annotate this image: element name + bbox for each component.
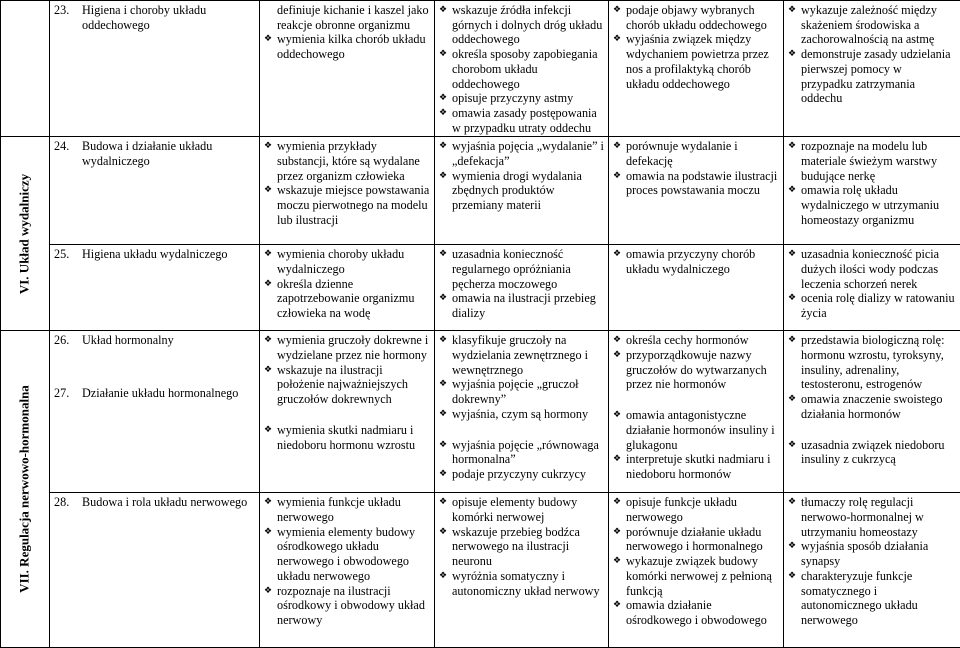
requirements-cell-c3 (609, 245, 784, 331)
criteria-list (788, 139, 956, 227)
criteria-item: ❖ podaje objawy wybranych chorób układu oddechowego (613, 3, 779, 32)
topic-title: Higiena układu wydalniczego (82, 247, 255, 262)
section-label-cell (1, 331, 50, 648)
requirements-cell-c4 (784, 493, 960, 648)
topic-number: 25. (54, 247, 82, 262)
criteria-item: ❖ przyporządkowuje nazwy gruczołów do wytwarzanych przez nie hormonów (613, 348, 779, 392)
topic (54, 3, 255, 32)
criteria-item: ❖ uzasadnia konieczność regularnego opróżniania pęcherza moczowego (439, 247, 604, 291)
criteria-list (439, 333, 604, 421)
criteria-item: ❖ wskazuje przebieg bodźca nerwowego na ilustracji neuronu (439, 525, 604, 569)
criteria-list (264, 495, 430, 627)
requirements-cell-c1 (260, 245, 435, 331)
criteria-item: ❖ omawia zasady postępowania w przypadku utraty oddechu (439, 106, 604, 135)
criteria-list (439, 495, 604, 598)
criteria-item: ❖ wskazuje na ilustracji położenie najważniejszych gruczołów dokrewnych (264, 363, 430, 407)
criteria-item: ❖ wymienia choroby układu wydalniczego (264, 247, 430, 276)
criteria-item: ❖ porównuje wydalanie i defekację (613, 139, 779, 168)
section-label-cell (1, 137, 50, 331)
topic-cell (50, 331, 260, 493)
requirements-cell-c3 (609, 137, 784, 245)
criteria-item: ❖ wyjaśnia sposób działania synapsy (788, 539, 956, 568)
requirements-cell-c3 (609, 493, 784, 648)
criteria-item: ❖ porównuje działanie układu nerwowego i hormonalnego (613, 525, 779, 554)
criteria-item: ❖ wymienia przykłady substancji, które są wydalane przez organizm człowieka (264, 139, 430, 183)
criteria-item: ❖ interpretuje skutki nadmiaru i niedoboru hormonów (613, 452, 779, 481)
topic (54, 333, 255, 348)
criteria-item: ❖ omawia na podstawie ilustracji proces powstawania moczu (613, 169, 779, 198)
criteria-list (613, 3, 779, 91)
topic-title: Budowa i rola układu nerwowego (82, 495, 255, 510)
topic (54, 247, 255, 262)
criteria-item: ❖ opisuje elementy budowy komórki nerwowej (439, 495, 604, 524)
criteria-item: ❖ określa sposoby zapobiegania chorobom układu oddechowego (439, 47, 604, 91)
criteria-item: ❖ omawia na ilustracji przebieg dializy (439, 291, 604, 320)
requirements-cell-c2 (435, 137, 609, 245)
criteria-item: ❖ ocenia rolę dializy w ratowaniu życia (788, 291, 956, 320)
topic-cell (50, 245, 260, 331)
criteria-item: ❖ opisuje przyczyny astmy (439, 91, 604, 106)
criteria-list (788, 247, 956, 321)
criteria-list (439, 438, 604, 482)
requirements-cell-c1 (260, 331, 435, 493)
table-row (1, 245, 960, 331)
requirements-cell-c2 (435, 1, 609, 137)
requirements-cell-c3 (609, 1, 784, 137)
criteria-item: ❖ uzasadnia konieczność picia dużych ilości wody podczas leczenia schorzeń nerek (788, 247, 956, 291)
requirements-cell-c4 (784, 245, 960, 331)
topic-number: 26. (54, 333, 82, 348)
criteria-list (788, 3, 956, 106)
criteria-item: ❖ określa cechy hormonów (613, 333, 779, 348)
requirements-cell-c4 (784, 1, 960, 137)
criteria-list (264, 32, 430, 61)
criteria-item: ❖ klasyfikuje gruczoły na wydzielania zewnętrznego i wewnętrznego (439, 333, 604, 377)
criteria-item: ❖ wyjaśnia pojęcie „gruczoł dokrewny” (439, 377, 604, 406)
criteria-item: ❖ charakteryzuje funkcje somatycznego i autonomicznego układu nerwowego (788, 569, 956, 628)
criteria-item: ❖ wskazuje źródła infekcji górnych i dolnych dróg układu oddechowego (439, 3, 604, 47)
criteria-item: ❖ demonstruje zasady udzielania pierwszej pomocy w przypadku zatrzymania oddechu (788, 47, 956, 106)
section-label: VI. Układ wydalniczy (18, 174, 33, 294)
criteria-list (613, 139, 779, 198)
criteria-item: ❖ wykazuje zależność między skażeniem środowiska a zachorowalnością na astmę (788, 3, 956, 47)
criteria-item: ❖ wykazuje związek budowy komórki nerwowej z pełnioną funkcją (613, 554, 779, 598)
criteria-list (264, 139, 430, 227)
criteria-item: ❖ omawia rolę układu wydalniczego w utrzymaniu homeostazy organizmu (788, 183, 956, 227)
criteria-item: ❖ wymienia skutki nadmiaru i niedoboru hormonu wzrostu (264, 423, 430, 452)
criteria-item: ❖ opisuje funkcje układu nerwowego (613, 495, 779, 524)
criteria-item: ❖ omawia działanie ośrodkowego i obwodowego (613, 598, 779, 627)
criteria-item: ❖ wymienia funkcje układu nerwowego (264, 495, 430, 524)
criteria-item: ❖ wyjaśnia, czym są hormony (439, 407, 604, 422)
criteria-item: ❖ wyjaśnia związek między wdychaniem powietrza przez nos a profilaktyką chorób układu oddechowego (613, 32, 779, 91)
criteria-item: ❖ podaje przyczyny cukrzycy (439, 467, 604, 482)
requirements-cell-c1 (260, 493, 435, 648)
criteria-text: definiuje kichanie i kaszel jako reakcje obronne organizmu (264, 3, 430, 32)
requirements-cell-c1 (260, 1, 435, 137)
criteria-item: ❖ rozpoznaje na ilustracji ośrodkowy i obwodowy układ nerwowy (264, 584, 430, 628)
criteria-item: ❖ wyjaśnia pojęcie „równowaga hormonalna” (439, 438, 604, 467)
requirements-cell-c4 (784, 137, 960, 245)
criteria-list (613, 247, 779, 276)
section-label: VII. Regulacja nerwowo-hormonalna (18, 386, 33, 594)
topic (54, 386, 255, 401)
criteria-item: ❖ wyjaśnia pojęcia „wydalanie” i „defekacja” (439, 139, 604, 168)
criteria-list (439, 139, 604, 213)
criteria-item: ❖ wymienia gruczoły dokrewne i wydzielane przez nie hormony (264, 333, 430, 362)
topic-number: 27. (54, 386, 82, 401)
criteria-list (264, 247, 430, 321)
topic-cell (50, 1, 260, 137)
requirements-cell-c3 (609, 331, 784, 493)
criteria-item: ❖ rozpoznaje na modelu lub materiale świeżym warstwy budujące nerkę (788, 139, 956, 183)
criteria-list (613, 408, 779, 482)
topic-cell (50, 137, 260, 245)
requirements-cell-c2 (435, 245, 609, 331)
criteria-item: ❖ wyróżnia somatyczny i autonomiczny układ nerwowy (439, 569, 604, 598)
requirements-cell-c4 (784, 331, 960, 493)
criteria-item: ❖ tłumaczy rolę regulacji nerwowo-hormonalnej w utrzymaniu homeostazy (788, 495, 956, 539)
requirements-cell-c2 (435, 493, 609, 648)
criteria-list (439, 3, 604, 135)
topic (54, 139, 255, 168)
criteria-item: ❖ wymienia drogi wydalania zbędnych produktów przemiany materii (439, 169, 604, 213)
criteria-list (264, 333, 430, 407)
topic-number: 28. (54, 495, 82, 510)
table-row (1, 1, 960, 137)
criteria-item: ❖ określa dzienne zapotrzebowanie organizmu człowieka na wodę (264, 277, 430, 321)
criteria-list (439, 247, 604, 321)
criteria-list (613, 495, 779, 627)
criteria-list (788, 333, 956, 421)
criteria-item: ❖ wskazuje miejsce powstawania moczu pierwotnego na modelu lub ilustracji (264, 183, 430, 227)
topic-number: 24. (54, 139, 82, 168)
criteria-item: ❖ uzasadnia związek niedoboru insuliny z cukrzycą (788, 438, 956, 467)
topic-number: 23. (54, 3, 82, 32)
topic-title: Budowa i działanie układu wydalniczego (82, 139, 255, 168)
criteria-list (788, 438, 956, 467)
criteria-list (788, 495, 956, 627)
criteria-item: ❖ omawia przyczyny chorób układu wydalniczego (613, 247, 779, 276)
requirements-cell-c2 (435, 331, 609, 493)
criteria-list (264, 423, 430, 452)
criteria-item: ❖ wymienia kilka chorób układu oddechowego (264, 32, 430, 61)
table-row (1, 137, 960, 245)
topic-cell (50, 493, 260, 648)
criteria-item: ❖ omawia antagonistyczne działanie hormonów insuliny i glukagonu (613, 408, 779, 452)
topic-title: Higiena i choroby układu oddechowego (82, 3, 255, 32)
topic-title: Działanie układu hormonalnego (82, 386, 255, 401)
criteria-list (613, 333, 779, 392)
criteria-item: ❖ przedstawia biologiczną rolę: hormonu wzrostu, tyroksyny, insuliny, adrenaliny, testosteronu, estrogenów (788, 333, 956, 392)
topic (54, 495, 255, 510)
criteria-item: ❖ wymienia elementy budowy ośrodkowego układu nerwowego i obwodowego układu nerwowego (264, 525, 430, 584)
section-cell-empty (1, 1, 50, 137)
topic-title: Układ hormonalny (82, 333, 255, 348)
requirements-cell-c1 (260, 137, 435, 245)
table-row (1, 493, 960, 648)
table-row (1, 331, 960, 493)
criteria-item: ❖ omawia znaczenie swoistego działania hormonów (788, 392, 956, 421)
